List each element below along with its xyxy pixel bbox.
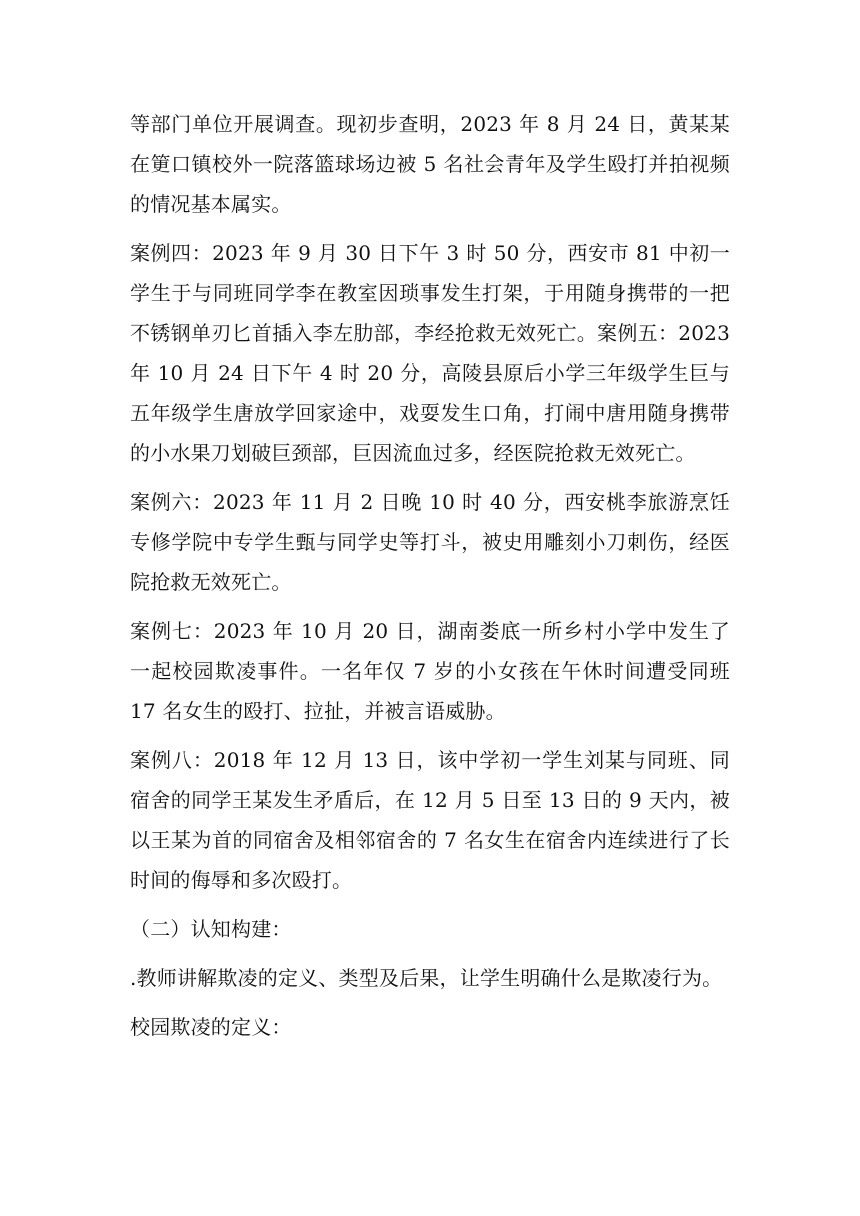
paragraph-case-four-five: 案例四：2023 年 9 月 30 日下午 3 时 50 分，西安市 81 中初一学生于与同班同学李在教室因琐事发生打架，于用随身携带的一把不锈钢单刃匕首插入李左肋部，李经抢救无效死亡。案例五：2023 年 10 月 24 日下午 4 时 20 分，高陵县原后小学三年级学生巨与五年级学生唐放学回家途中，戏耍发生口角，打闹中唐用随身携带的小水果刀划破巨颈部，巨因流血过多，经医院抢救无效死亡。	[130, 241, 730, 465]
section-heading-cognitive-construction: （二）认知构建：	[130, 917, 292, 941]
paragraph-investigation-result: 等部门单位开展调查。现初步查明，2023 年 8 月 24 日，黄某某在筻口镇校外一院落篮球场边被 5 名社会青年及学生殴打并拍视频的情况基本属实。	[130, 112, 730, 216]
paragraph-teacher-explanation: .教师讲解欺凌的定义、类型及后果，让学生明确什么是欺凌行为。	[130, 966, 723, 990]
paragraph-case-eight: 案例八：2018 年 12 月 13 日，该中学初一学生刘某与同班、同宿舍的同学王某发生矛盾后，在 12 月 5 日至 13 日的 9 天内，被以王某为首的同宿舍及相邻宿舍的 7 名女生在宿舍内连续进行了长时间的侮辱和多次殴打。	[130, 748, 730, 892]
paragraph-case-seven: 案例七：2023 年 10 月 20 日，湖南娄底一所乡村小学中发生了一起校园欺凌事件。一名年仅 7 岁的小女孩在午休时间遭受同班 17 名女生的殴打、拉扯，并被言语威胁。	[130, 619, 730, 723]
document-page	[130, 104, 730, 1047]
paragraph-bullying-definition-label: 校园欺凌的定义：	[130, 1015, 292, 1039]
paragraph-case-six: 案例六：2023 年 11 月 2 日晚 10 时 40 分，西安桃李旅游烹饪专修学院中专学生甄与同学史等打斗，被史用雕刻小刀刺伤，经医院抢救无效死亡。	[130, 490, 730, 594]
